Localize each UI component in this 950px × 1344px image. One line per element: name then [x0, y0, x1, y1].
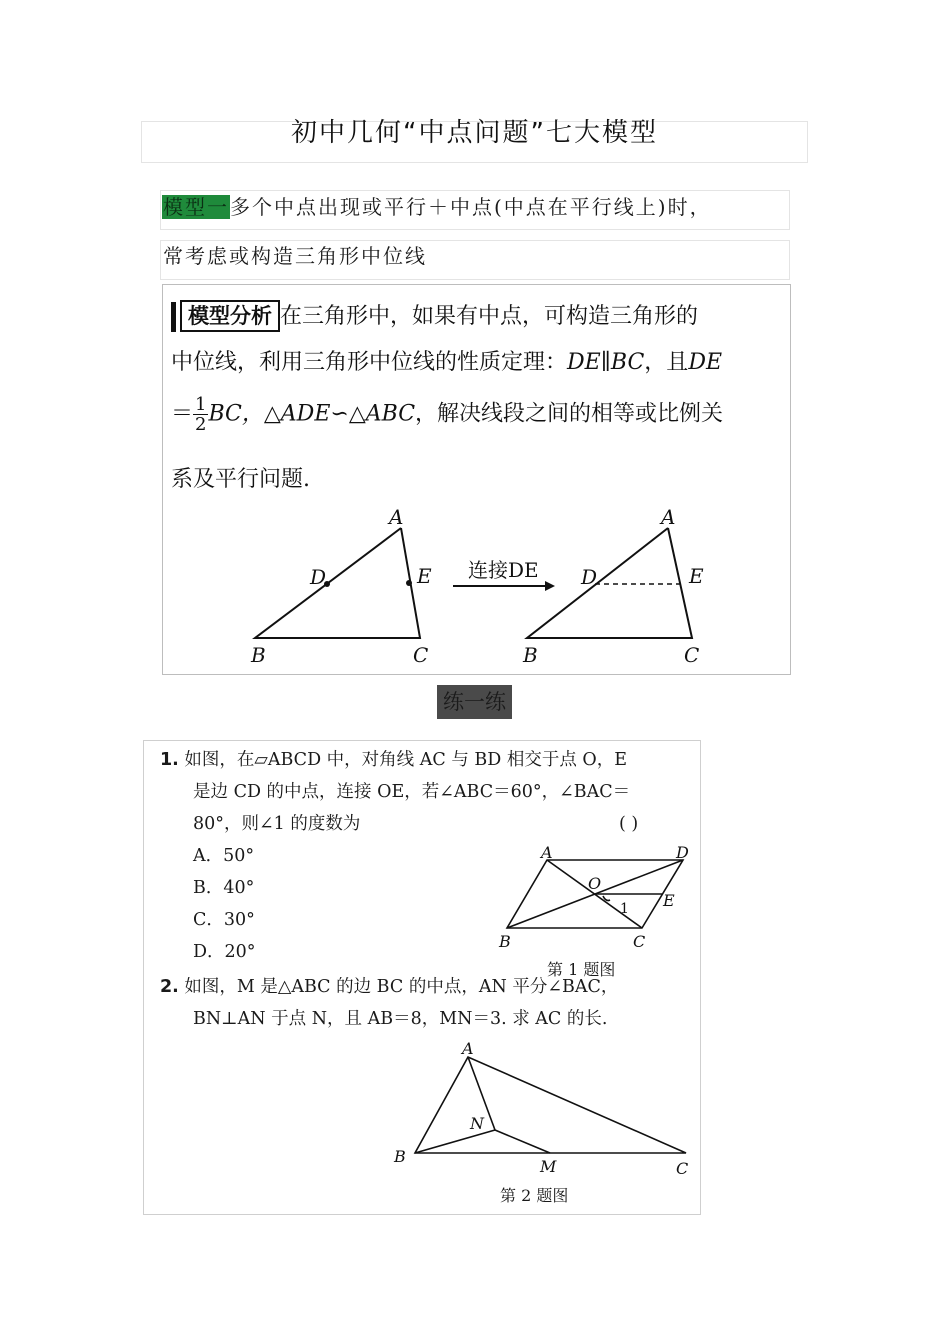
label-a-right: A [661, 505, 676, 529]
triangle-left [255, 528, 420, 638]
analysis-text-3: ，解决线段之间的相等或比例关 [415, 401, 724, 427]
q1-option-c: C．30° [193, 910, 255, 930]
q1-caption: 第 1 题图 [547, 960, 616, 979]
equals-sign: ＝ [171, 401, 194, 427]
q1-text-1: 如图，在▱ABCD 中，对角线 AC 与 BD 相交于点 O，E [184, 750, 628, 770]
analysis-text-4: 系及平行问题. [171, 467, 310, 492]
label-e-left: E [417, 564, 432, 588]
math-de-parallel-bc: DE∥BC [567, 350, 645, 375]
fraction-denominator: 2 [195, 414, 207, 435]
fraction-half [193, 395, 208, 434]
q2-text-2: BN⊥AN 于点 N，且 AB＝8，MN＝3. 求 AC 的长. [193, 1009, 608, 1029]
analysis-line3 [171, 395, 723, 434]
model-statement-line1 [162, 191, 712, 220]
analysis-text-2b: ，且 [644, 350, 689, 375]
segment-bn [415, 1130, 495, 1153]
q2-text-1: 如图，M 是△ABC 的边 BC 的中点，AN 平分∠BAC， [184, 977, 619, 997]
q1-label-angle1: 1 [620, 901, 629, 917]
q2-caption: 第 2 题图 [500, 1186, 569, 1205]
label-c-left: C [413, 643, 429, 667]
q2-label-m: M [540, 1157, 557, 1176]
tag-marker [171, 302, 176, 332]
q1-answer-paren: ( ) [619, 814, 639, 834]
page-title: 初中几何“中点问题”七大模型 [291, 118, 658, 148]
q1-text-2: 是边 CD 的中点，连接 OE，若∠ABC＝60°，∠BAC＝ [193, 782, 631, 802]
math-de: DE [688, 350, 723, 375]
angle-1-arc [603, 896, 610, 901]
q1-label-a: A [541, 843, 553, 862]
arrow-caption: 连接DE [468, 558, 539, 582]
analysis-text-2: 中位线，利用三角形中位线的性质定理： [171, 350, 568, 375]
label-a-left: A [389, 505, 404, 529]
q2-label-c: C [676, 1159, 689, 1178]
label-c-right: C [684, 643, 700, 667]
q1-text-3: 80°，则∠1 的度数为 [193, 814, 361, 834]
triangle-abc [415, 1057, 686, 1153]
q2-label-a: A [462, 1039, 474, 1058]
q2-label-n: N [470, 1114, 484, 1133]
q2-figure [390, 1035, 700, 1185]
q1-label-b: B [499, 932, 511, 951]
label-b-right: B [523, 643, 538, 667]
practice-label: 练一练 [437, 685, 512, 719]
q2-line1 [160, 971, 618, 1003]
label-b-left: B [251, 643, 266, 667]
segment-nm [495, 1130, 550, 1153]
arrow-head [545, 581, 555, 591]
model-text-2: 常考虑或构造三角形中位线 [163, 244, 427, 268]
triangle-right [527, 528, 692, 638]
q1-option-a: A．50° [193, 846, 255, 866]
analysis-text-1: 在三角形中，如果有中点，可构造三角形的 [280, 304, 699, 329]
fraction-numerator: 1 [195, 394, 207, 415]
label-e-right: E [689, 564, 704, 588]
point-e-left [406, 580, 412, 586]
analysis-tag: 模型分析 [180, 300, 280, 332]
analysis-line1 [171, 300, 698, 332]
q1-label-d: D [676, 843, 689, 862]
q1-number: 1. [160, 750, 179, 770]
model-tag: 模型一 [163, 195, 229, 219]
model-figure [165, 500, 785, 672]
q1-label-c: C [633, 932, 646, 951]
analysis-line2 [171, 348, 722, 377]
q1-option-d: D．20° [193, 942, 256, 962]
q1-option-b: B．40° [193, 878, 255, 898]
label-d-right: D [581, 565, 598, 589]
q1-label-o: O [588, 874, 602, 893]
q2-number: 2. [160, 977, 179, 997]
q2-label-b: B [394, 1147, 406, 1166]
q1-label-e: E [663, 891, 675, 910]
label-d-left: D [310, 565, 327, 589]
model-text-1: 多个中点出现或平行＋中点(中点在平行线上)时， [230, 195, 712, 219]
math-similar-triangles: BC，△ADE∽△ABC [208, 401, 416, 427]
q1-line1 [160, 744, 627, 776]
